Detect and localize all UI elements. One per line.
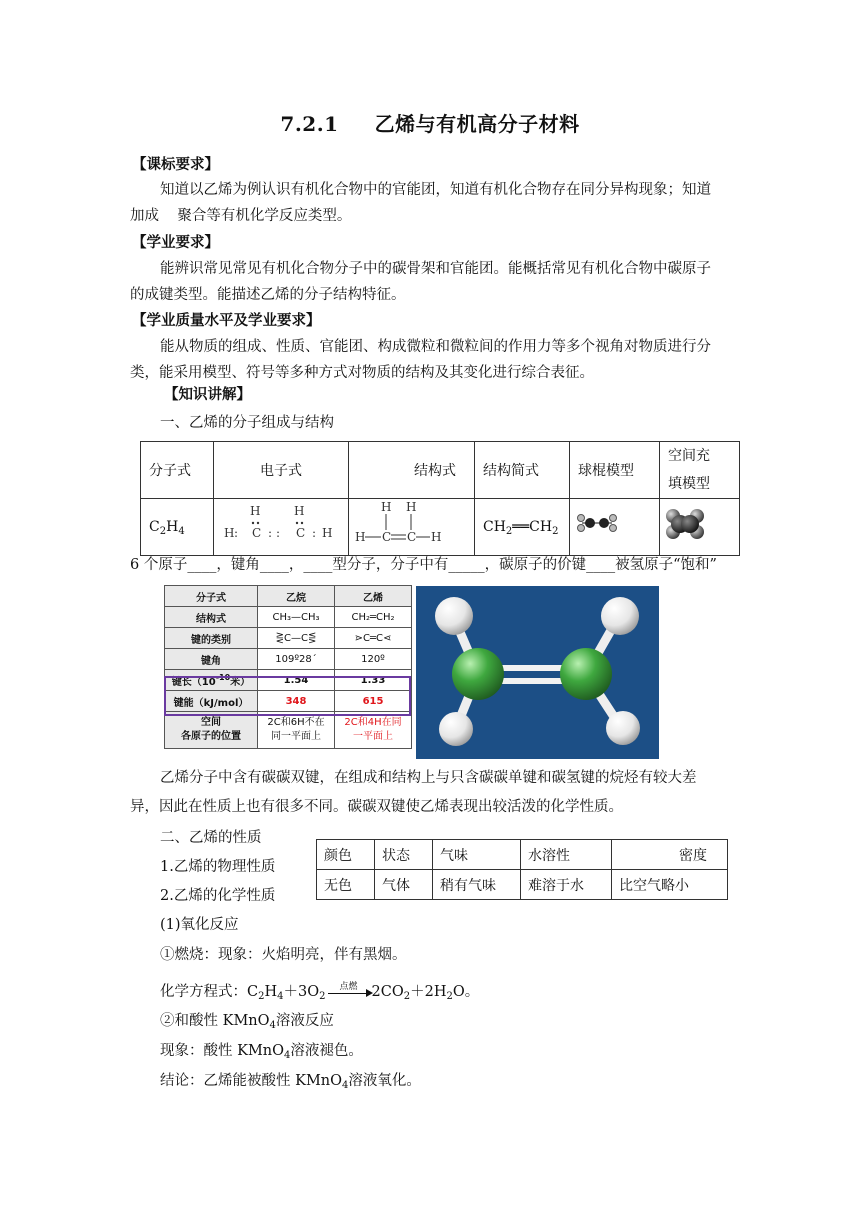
kmno4-phenomenon: 现象：酸性 KMnO$_4$溶液褪色。 [160, 1043, 363, 1061]
prop-header-solubility: 水溶性 [521, 840, 612, 870]
svg-text::: : [234, 526, 239, 540]
cmp-ethane-bond-length: 1.54 [258, 670, 335, 691]
cell-ball-stick-model [570, 499, 660, 556]
academic-line2: 的成键类型。能描述乙烯的分子结构特征。 [130, 287, 406, 303]
cmp-label-positions: 空间 各原子的位置 [165, 712, 258, 749]
cell-formula: $C_2H_4$ [141, 499, 214, 556]
cmp-ethane-bond-type: ⋛C—C⋚ [258, 628, 335, 649]
quality-line2: 类，能采用模型、符号等多种方式对物质的结构及其变化进行综合表征。 [130, 365, 594, 381]
structural-formula-drawing [349, 499, 464, 551]
curriculum-line1: 知道以乙烯为例认识有机化合物中的官能团，知道有机化合物存在同分异构现象；知道 [160, 182, 711, 198]
knowledge-heading: 【知识讲解】 [164, 386, 251, 403]
prop-density: 比空气略小 [612, 870, 728, 900]
prop-odor: 稍有气味 [433, 870, 521, 900]
svg-text:H: H [224, 526, 235, 540]
academic-line1: 能辨识常见常见有机化合物分子中的碳骨架和官能团。能概括常见有机化合物中碳原子 [160, 261, 711, 277]
cmp-label-bond-angle: 键角 [165, 649, 258, 670]
cmp-ethylene-structure: CH₂═CH₂ [335, 607, 412, 628]
academic-heading: 【学业要求】 [132, 234, 219, 251]
space-filling-model-image [660, 499, 739, 551]
chemical-properties: 2.乙烯的化学性质 [160, 888, 276, 904]
prop-color: 无色 [317, 870, 375, 900]
svg-text:H: H [294, 504, 305, 518]
cell-electron-formula [214, 499, 349, 556]
oxidation-heading: (1)氧化反应 [160, 917, 239, 933]
curriculum-line2: 加成 聚合等有机化学反应类型。 [130, 208, 352, 224]
prop-header-density: 密度 [612, 840, 728, 870]
prop-state: 气体 [375, 870, 433, 900]
svg-text:C: C [252, 526, 262, 540]
cell-space-filling-model [660, 499, 740, 556]
cmp-ethane-bond-energy: 348 [258, 691, 335, 712]
svg-text:C: C [407, 530, 417, 544]
cell-simple-formula: $CH_2══CH_2$ [475, 499, 570, 556]
svg-text:H: H [355, 530, 366, 544]
title-text: 乙烯与有机高分子材料 [374, 112, 580, 136]
reaction-condition: 点燃 [339, 982, 358, 992]
th-simple: 结构简式 [475, 442, 570, 499]
cmp-ethylene-bond-type: ⋗C═C⋖ [335, 628, 412, 649]
cmp-label-bond-type: 键的类别 [165, 628, 258, 649]
svg-text:H: H [431, 530, 442, 544]
prop-solubility: 难溶于水 [521, 870, 612, 900]
prop-header-color: 颜色 [317, 840, 375, 870]
cmp-ethylene-bond-energy: 615 [335, 691, 412, 712]
quality-heading: 【学业质量水平及学业要求】 [132, 312, 321, 329]
ethane-ethylene-comparison [164, 585, 412, 758]
combustion-line: ①燃烧：现象：火焰明亮，伴有黑烟。 [160, 947, 407, 963]
para1-line1: 乙烯分子中含有碳碳双键，在组成和结构上与只含碳碳单键和碳氢键的烷烃有较大差 [160, 770, 697, 786]
th-formula: 分子式 [141, 442, 214, 499]
svg-text:H: H [381, 500, 392, 514]
svg-text::: : [268, 526, 273, 540]
cmp-ethane-structure: CH₃—CH₃ [258, 607, 335, 628]
part1-heading: 一、乙烯的分子组成与结构 [160, 415, 334, 431]
structure-table [140, 441, 740, 556]
section-number: 7.2.1 [280, 112, 339, 136]
svg-text:H: H [250, 504, 261, 518]
curriculum-heading: 【课标要求】 [132, 156, 219, 173]
svg-text:H: H [406, 500, 417, 514]
physical-properties-table [316, 839, 728, 900]
ball-stick-model-image [570, 499, 659, 551]
cmp-header-ethylene: 乙烯 [335, 586, 412, 607]
structure-fill-in: 6 个原子____，键角____，____型分子，分子中有_____，碳原子的价键____被氢原子“饱和” [130, 557, 717, 573]
cmp-header-formula: 分子式 [165, 586, 258, 607]
cmp-label-structure: 结构式 [165, 607, 258, 628]
cell-structural-formula [349, 499, 475, 556]
cmp-ethylene-bond-angle: 120º [335, 649, 412, 670]
th-structural: 结构式 [349, 442, 475, 499]
cmp-ethylene-positions: 2C和4H在同 一平面上 [335, 712, 412, 749]
cmp-ethane-bond-angle: 109º28´ [258, 649, 335, 670]
cmp-header-ethane: 乙烷 [258, 586, 335, 607]
svg-text:C: C [382, 530, 392, 544]
combustion-equation: 化学方程式：$C_2H_4+3O_2$ 点燃 $2CO_2+2H_2O$。 [160, 982, 479, 1002]
prop-header-odor: 气味 [433, 840, 521, 870]
th-ball-stick: 球棍模型 [570, 442, 660, 499]
quality-line1: 能从物质的组成、性质、官能团、构成微粒和微粒间的作用力等多个视角对物质进行分 [160, 339, 711, 355]
physical-properties: 1.乙烯的物理性质 [160, 859, 276, 875]
th-space-fill: 空间充 填模型 [660, 442, 740, 499]
svg-text:H: H [322, 526, 333, 540]
ethylene-3d-model-image [416, 586, 659, 759]
cmp-label-bond-length: 键长（$10^{-10}$米） [165, 670, 258, 691]
kmno4-conclusion: 结论：乙烯能被酸性 KMnO$_4$溶液氧化。 [160, 1073, 421, 1091]
part2-heading: 二、乙烯的性质 [160, 830, 262, 846]
page-title [0, 108, 860, 137]
cmp-ethane-positions: 2C和6H不在 同一平面上 [258, 712, 335, 749]
kmno4-reaction-title: ②和酸性 KMnO$_4$溶液反应 [160, 1013, 334, 1031]
th-electron: 电子式 [214, 442, 349, 499]
svg-text::: : [312, 526, 317, 540]
cmp-ethylene-bond-length: 1.33 [335, 670, 412, 691]
para1-line2: 异，因此在性质上也有很多不同。碳碳双键使乙烯表现出较活泼的化学性质。 [130, 799, 623, 815]
reaction-arrow [326, 982, 372, 1002]
electron-formula-drawing [214, 499, 348, 551]
svg-text:C: C [296, 526, 306, 540]
cmp-label-bond-energy: 键能（kJ/mol） [165, 691, 258, 712]
prop-header-state: 状态 [375, 840, 433, 870]
svg-text::: : [276, 526, 281, 540]
